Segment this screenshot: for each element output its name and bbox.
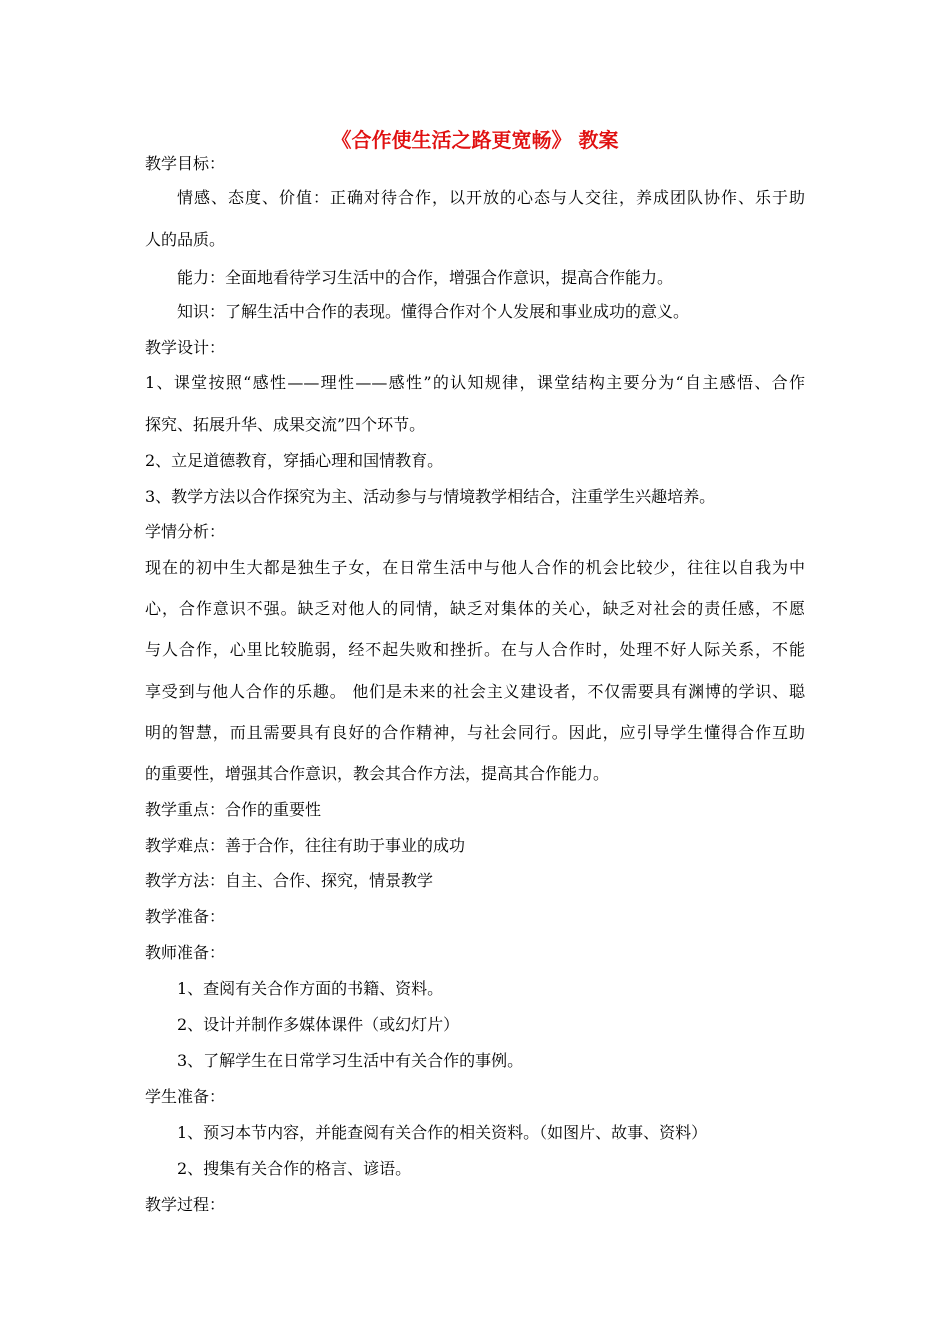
design-item-2: 2、立足道德教育，穿插心理和国情教育。: [145, 451, 444, 470]
goal-emotion-line1: 情感、态度、价值：正确对待合作，以开放的心态与人交往，养成团队协作、乐于助: [177, 188, 805, 207]
design-item-3: 3、教学方法以合作探究为主、活动参与与情境教学相结合，注重学生兴趣培养。: [145, 487, 716, 506]
analysis-line: 现在的初中生大都是独生子女，在日常生活中与他人合作的机会比较少，往往以自我为中: [145, 558, 805, 577]
analysis-line: 心，合作意识不强。缺乏对他人的同情，缺乏对集体的关心，缺乏对社会的责任感，不愿: [145, 599, 805, 618]
design-heading: 教学设计：: [145, 338, 226, 357]
analysis-line: 与人合作，心里比较脆弱，经不起失败和挫折。在与人合作时，处理不好人际关系，不能: [145, 640, 805, 659]
analysis-line: 的重要性，增强其合作意识，教会其合作方法，提高其合作能力。: [145, 764, 610, 783]
analysis-line: 明的智慧，而且需要具有良好的合作精神，与社会同行。因此，应引导学生懂得合作互助: [145, 723, 805, 742]
teacher-prep-item: 3、了解学生在日常学习生活中有关合作的事例。: [177, 1051, 524, 1070]
teacher-prep-item: 2、设计并制作多媒体课件（或幻灯片）: [177, 1015, 460, 1034]
prep-heading: 教学准备：: [145, 907, 226, 926]
analysis-line: 享受到与他人合作的乐趣。 他们是未来的社会主义建设者，不仅需要具有渊博的学识、聪: [145, 682, 805, 701]
teaching-method: 教学方法：自主、合作、探究，情景教学: [145, 871, 434, 890]
document-title: 《合作使生活之路更宽畅》 教案: [331, 128, 619, 152]
process-heading: 教学过程：: [145, 1195, 226, 1214]
design-item-1-line1: 1、课堂按照“感性——理性——感性”的认知规律，课堂结构主要分为“自主感悟、合作: [145, 373, 805, 392]
teacher-prep-heading: 教师准备：: [145, 943, 226, 962]
goal-emotion-line2: 人的品质。: [145, 230, 226, 249]
student-prep-item: 1、预习本节内容，并能查阅有关合作的相关资料。（如图片、故事、资料）: [177, 1123, 708, 1142]
design-item-1-line2: 探究、拓展升华、成果交流”四个环节。: [145, 415, 426, 434]
goal-ability: 能力：全面地看待学习生活中的合作，增强合作意识，提高合作能力。: [177, 268, 674, 287]
analysis-heading: 学情分析：: [145, 522, 226, 541]
goal-knowledge: 知识：了解生活中合作的表现。懂得合作对个人发展和事业成功的意义。: [177, 302, 690, 321]
difficulty: 教学难点：善于合作，往往有助于事业的成功: [145, 836, 466, 855]
goals-heading: 教学目标：: [145, 154, 226, 173]
key-point: 教学重点：合作的重要性: [145, 800, 322, 819]
student-prep-heading: 学生准备：: [145, 1087, 226, 1106]
teacher-prep-item: 1、查阅有关合作方面的书籍、资料。: [177, 979, 444, 998]
student-prep-item: 2、搜集有关合作的格言、谚语。: [177, 1159, 412, 1178]
